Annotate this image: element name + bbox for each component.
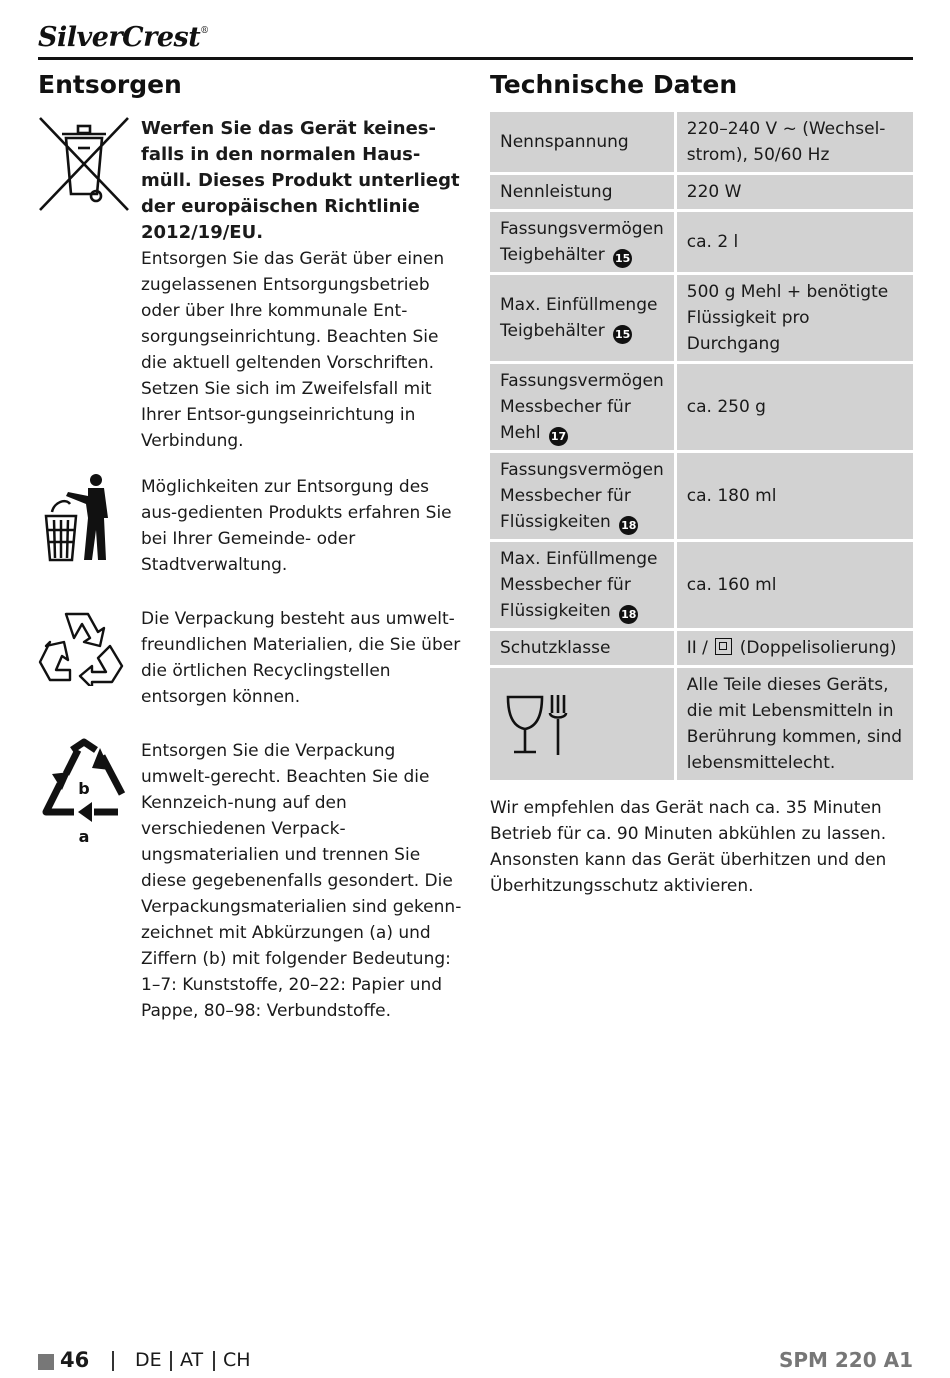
lang-at: AT xyxy=(180,1349,204,1371)
page-marker xyxy=(38,1354,54,1370)
recycling-icon xyxy=(38,606,124,686)
double-insulation-icon xyxy=(715,638,732,655)
lang-ch: CH xyxy=(223,1349,251,1371)
spec-label: Schutzklasse xyxy=(490,631,677,668)
spec-label: Nennspannung xyxy=(490,112,677,175)
page-number: 46 xyxy=(60,1348,90,1372)
spec-label xyxy=(490,668,677,783)
spec-value: 500 g Mehl + benötigte Flüssigkeit pro Durchgang xyxy=(677,275,913,364)
spec-value: ca. 2 l xyxy=(677,212,913,275)
table-row xyxy=(490,364,913,453)
disposal-block-recycling-code xyxy=(38,738,463,1024)
table-row xyxy=(490,542,913,631)
footer-divider xyxy=(213,1351,215,1371)
spec-value: 220–240 V ~ (Wechsel-strom), 50/60 Hz xyxy=(677,112,913,175)
footer-divider xyxy=(170,1351,172,1371)
spec-label: Max. Einfüllmenge Teigbehälter 15 xyxy=(490,275,677,364)
spec-value: Alle Teile dieses Geräts, die mit Lebensmitteln in Berührung kommen, sind lebensmittelecht. xyxy=(677,668,913,783)
footer-divider xyxy=(112,1351,114,1371)
spec-value: ca. 160 ml xyxy=(677,542,913,631)
ref-number-badge: 18 xyxy=(619,605,638,624)
table-row xyxy=(490,275,913,364)
cooling-note: Wir empfehlen das Gerät nach ca. 35 Minuten Betrieb für ca. 90 Minuten abkühlen zu lassen. Ansonsten kann das Gerät überhitzen und den Überhitzungsschutz aktivieren. xyxy=(490,798,887,896)
spec-value: ca. 180 ml xyxy=(677,453,913,542)
table-row xyxy=(490,212,913,275)
brand-logo: SilverCrest® xyxy=(38,22,209,53)
spec-label: Nennleistung xyxy=(490,175,677,212)
spec-label: Fassungsvermögen Teigbehälter 15 xyxy=(490,212,677,275)
glass-fork-icon xyxy=(504,691,568,757)
disposal-section xyxy=(38,66,463,1024)
spec-value: II / (Doppelisolierung) xyxy=(677,631,913,668)
model-number: SPM 220 A1 xyxy=(778,1348,913,1372)
weee-warning-text: Werfen Sie das Gerät keines-falls in den normalen Haus-müll. Dieses Produkt unterliegt der europäischen Richtlinie 2012/19/EU. xyxy=(141,118,460,243)
recycling-code-icon xyxy=(38,738,130,846)
tidyman-icon xyxy=(38,474,118,564)
recycling-code-label-a: a xyxy=(78,827,90,846)
section-title-tech-data: Technische Daten xyxy=(490,70,738,99)
table-row xyxy=(490,668,913,783)
spec-table xyxy=(490,112,913,783)
ref-number-badge: 15 xyxy=(613,249,632,268)
table-row xyxy=(490,112,913,175)
recycling-code-text: Entsorgen Sie die Verpackung umwelt-gerecht. Beachten Sie die Kennzeich-nung auf den verschiedenen Verpack-ungsmaterialien und trennen Sie diese gegebenenfalls gesondert. Die Verpackungsmaterialien sind gekenn-zeichnet mit Abkürzungen (a) und Ziffern (b) mit folgender Bedeutung: 1–7: Kunststoffe, 20–22: Papier und Pappe, 80–98: Verbundstoffe. xyxy=(141,741,462,1021)
spec-value: 220 W xyxy=(677,175,913,212)
lang-de: DE xyxy=(135,1349,162,1371)
disposal-block-weee xyxy=(38,116,463,454)
disposal-block-municipal xyxy=(38,474,463,578)
weee-body-text: Entsorgen Sie das Gerät über einen zugelassenen Entsorgungsbetrieb oder über Ihre kommunale Ent-sorgungseinrichtung. Beachten Sie die aktuell geltenden Vorschriften. Setzen Sie sich im Zweifelsfall mit Ihrer Entsor-gungseinrichtung in Verbindung. xyxy=(141,249,445,451)
crossed-bin-icon xyxy=(38,116,130,212)
packaging-text: Die Verpackung besteht aus umwelt-freundlichen Materialien, die Sie über die örtlichen Recyclingstellen entsorgen können. xyxy=(141,609,461,707)
ref-number-badge: 18 xyxy=(619,516,638,535)
municipal-text: Möglichkeiten zur Entsorgung des aus-gedienten Produkts erfahren Sie bei Ihrer Gemeinde- oder Stadtverwaltung. xyxy=(141,477,452,575)
ref-number-badge: 15 xyxy=(613,325,632,344)
table-row xyxy=(490,453,913,542)
recycling-code-label-b: b xyxy=(78,779,90,798)
table-row xyxy=(490,631,913,668)
spec-label: Max. Einfüllmenge Messbecher für Flüssigkeiten 18 xyxy=(490,542,677,631)
ref-number-badge: 17 xyxy=(549,427,568,446)
tech-data-section xyxy=(490,66,913,916)
section-title-disposal: Entsorgen xyxy=(38,70,182,99)
disposal-block-packaging xyxy=(38,606,463,710)
spec-label: Fassungsvermögen Messbecher für Mehl 17 xyxy=(490,364,677,453)
spec-label: Fassungsvermögen Messbecher für Flüssigkeiten 18 xyxy=(490,453,677,542)
spec-value: ca. 250 g xyxy=(677,364,913,453)
table-row xyxy=(490,175,913,212)
top-rule xyxy=(38,57,913,60)
